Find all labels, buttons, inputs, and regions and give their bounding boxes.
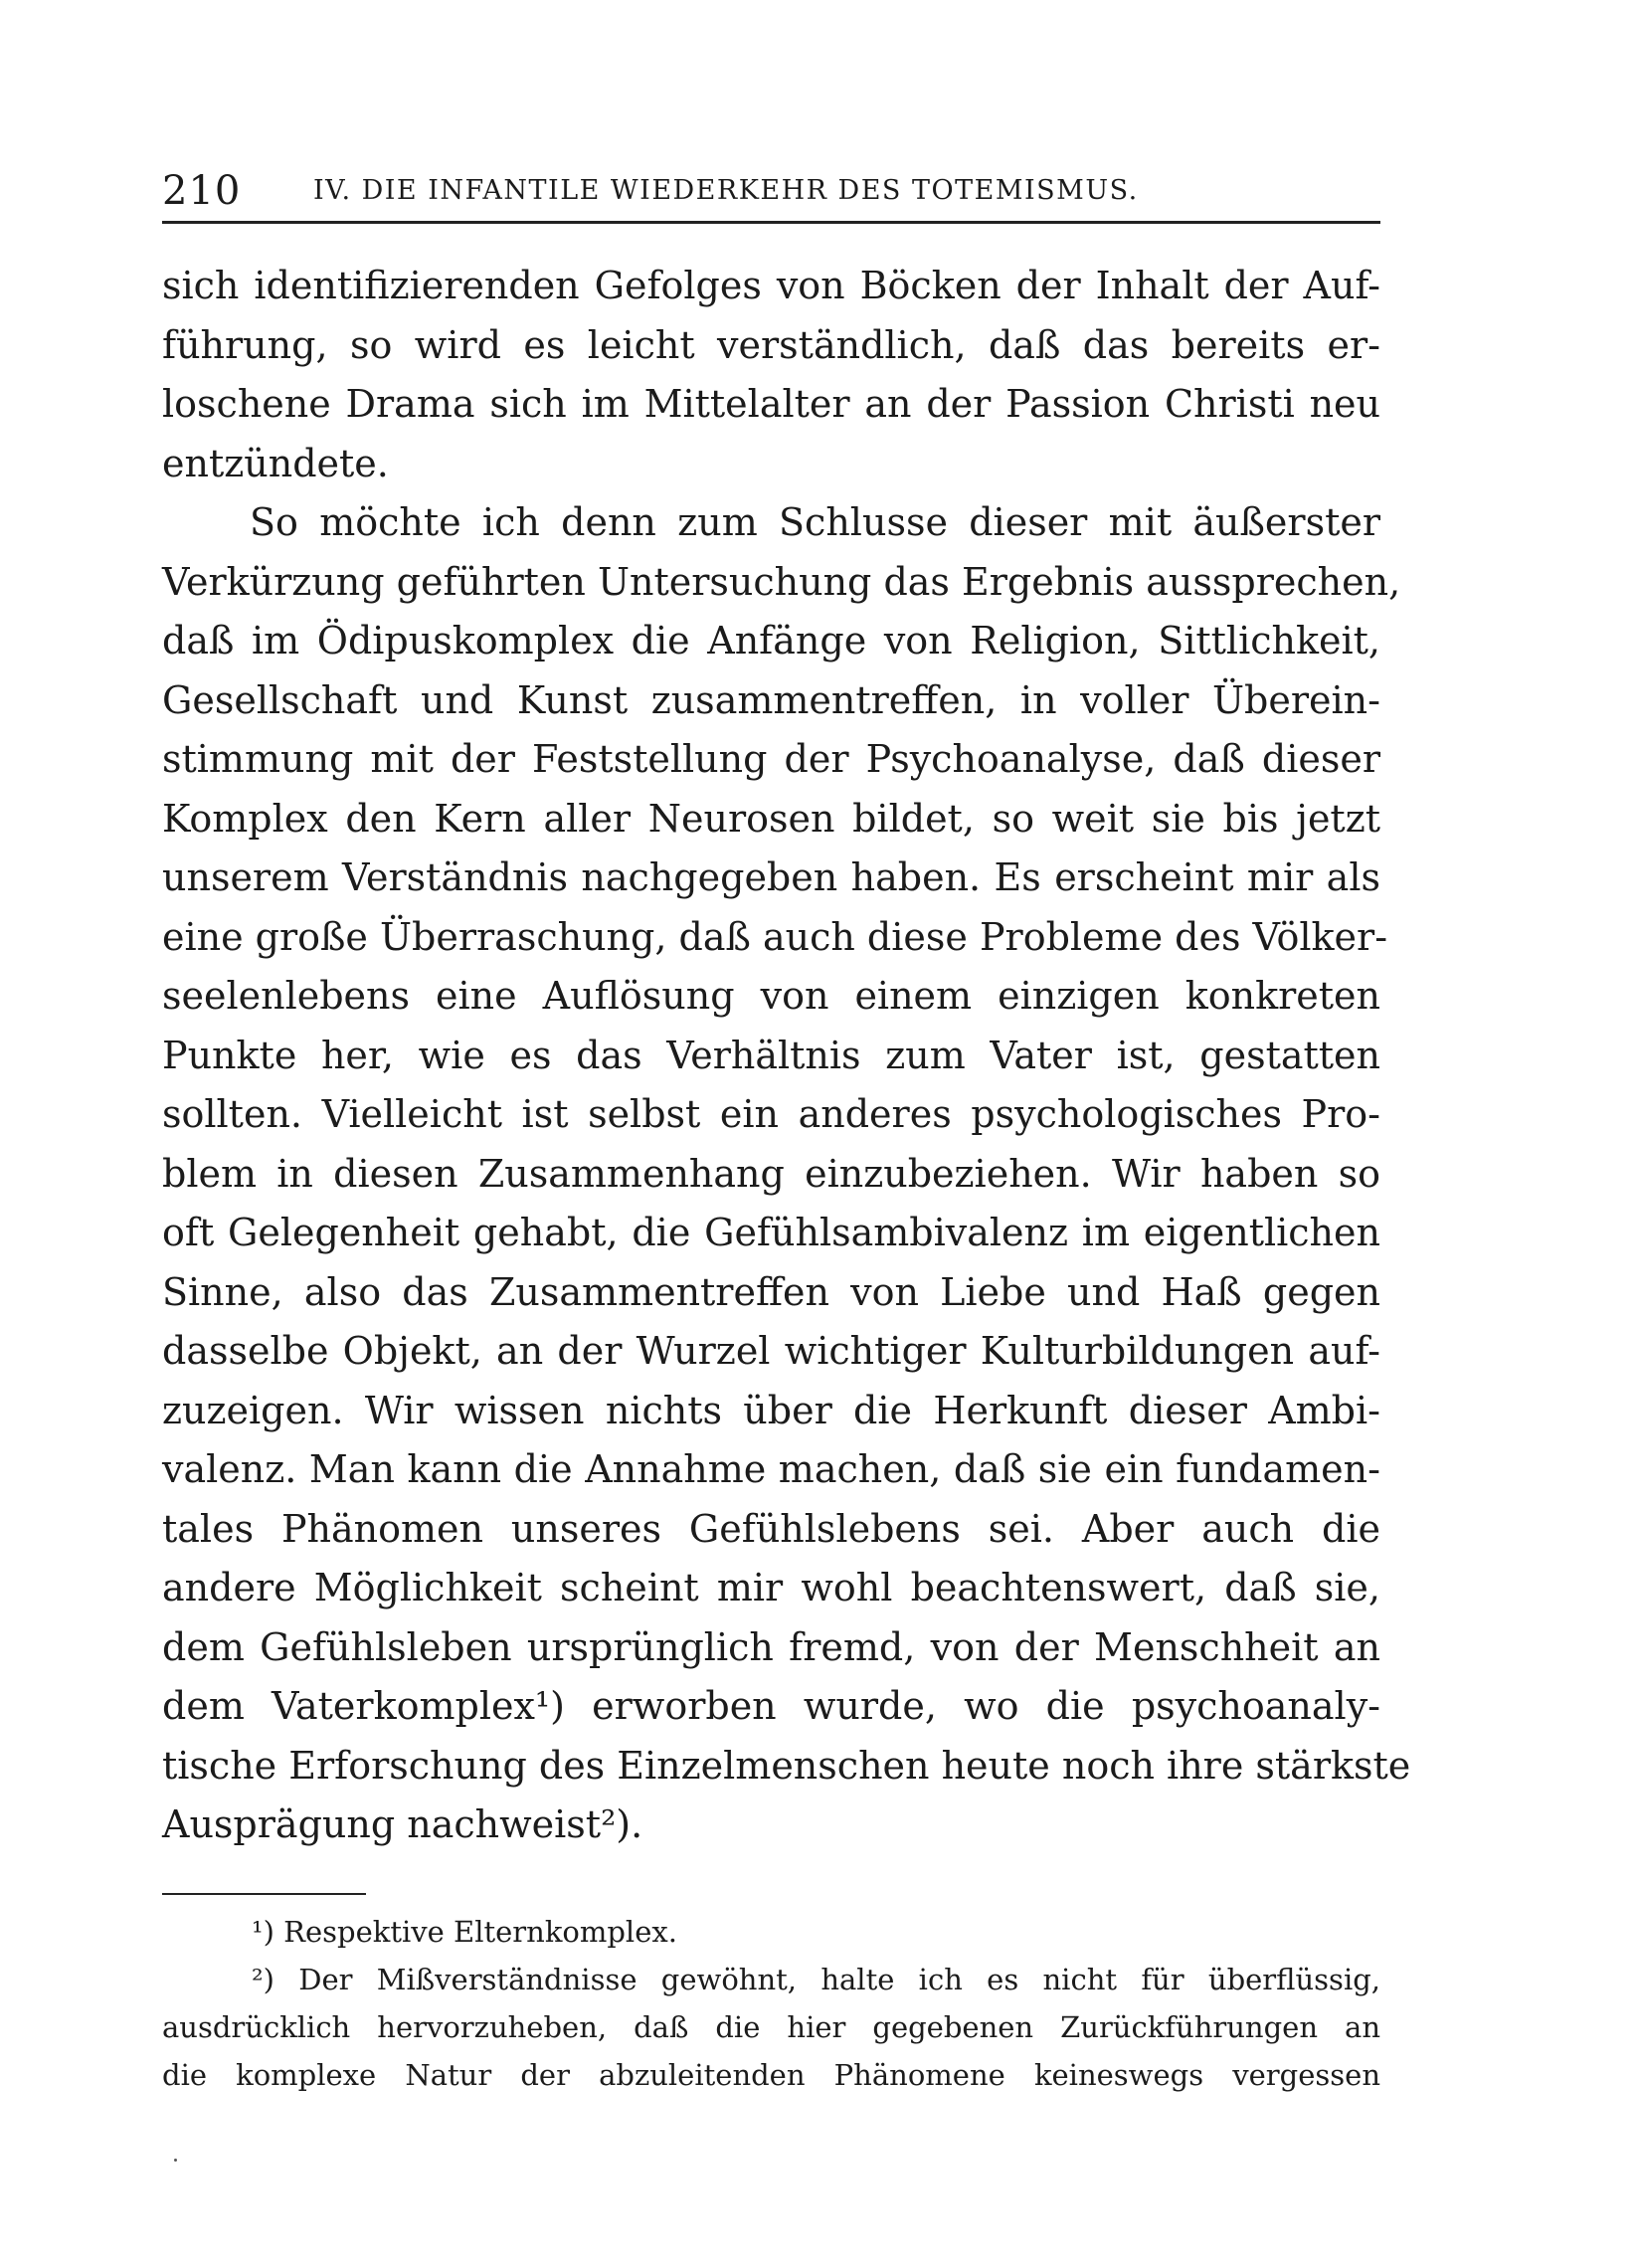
text-line-13: seelenlebens eine Auflösung von einem einzigen konkreten (162, 974, 1380, 1018)
text-line-5: So möchte ich denn zum Schlusse dieser mit äußerster (250, 500, 1380, 544)
text-line-12: eine große Überraschung, daß auch diese Probleme des Völker- (162, 914, 1388, 959)
text-line-18: Sinne, also das Zusammentreffen von Liebe und Haß gegen (162, 1269, 1380, 1314)
text-line-25: dem Vaterkomplex¹) erworben wurde, wo die psychoanaly- (162, 1684, 1380, 1728)
text-line-14: Punkte her, wie es das Verhältnis zum Vater ist, gestatten (162, 1033, 1380, 1077)
running-title: IV. DIE INFANTILE WIEDERKEHR DES TOTEMISMUS. (313, 175, 1139, 206)
text-line-24: dem Gefühlsleben ursprünglich fremd, von der Menschheit an (162, 1624, 1380, 1669)
text-line-3: loschene Drama sich im Mittelalter an der Passion Christi neu (162, 382, 1380, 426)
page-number: 210 (162, 168, 242, 214)
text-line-6: Verkürzung geführten Untersuchung das Ergebnis aussprechen, (162, 559, 1401, 604)
text-line-23: andere Möglichkeit scheint mir wohl beachtenswert, daß sie, (162, 1566, 1380, 1609)
text-line-26: tische Erforschung des Einzelmenschen heute noch ihre stärkste (162, 1743, 1411, 1788)
text-line-1: sich identifizierenden Gefolges von Böcken der Inhalt der Auf- (162, 264, 1380, 307)
text-line-19: dasselbe Objekt, an der Wurzel wichtiger Kulturbildungen auf- (162, 1329, 1380, 1373)
print-speck (174, 2159, 177, 2162)
text-line-16: blem in diesen Zusammenhang einzubeziehen. Wir haben so (162, 1151, 1380, 1196)
text-line-15: sollten. Vielleicht ist selbst ein anderes psychologisches Pro- (162, 1092, 1380, 1136)
footnote-line-1: ¹) Respektive Elternkomplex. (252, 1915, 677, 1949)
text-line-9: stimmung mit der Feststellung der Psychoanalyse, daß dieser (162, 737, 1380, 781)
text-line-22: tales Phänomen unseres Gefühlslebens sei. Aber auch die (162, 1506, 1380, 1551)
running-head (162, 165, 1380, 224)
text-line-4: entzündete. (162, 441, 389, 485)
text-line-8: Gesellschaft und Kunst zusammentreffen, in voller Überein- (162, 677, 1380, 722)
text-line-27: Ausprägung nachweist²). (162, 1802, 643, 1846)
text-line-11: unserem Verständnis nachgegeben haben. Es erscheint mir als (162, 855, 1380, 899)
text-line-17: oft Gelegenheit gehabt, die Gefühlsambivalenz im eigentlichen (162, 1211, 1380, 1254)
footnotes (162, 1908, 1380, 2099)
footnote-line-2: ²) Der Mißverständnisse gewöhnt, halte ich es nicht für überflüssig, (252, 1963, 1380, 1996)
text-line-2: führung, so wird es leicht verständlich, daß das bereits er- (162, 322, 1380, 367)
text-line-21: valenz. Man kann die Annahme machen, daß sie ein fundamen- (162, 1447, 1380, 1491)
footnote-line-3: ausdrücklich hervorzuheben, daß die hier gegebenen Zurückführungen an (162, 2010, 1380, 2044)
body-text (162, 257, 1411, 1855)
text-line-10: Komplex den Kern aller Neurosen bildet, so weit sie bis jetzt (162, 796, 1380, 841)
text-line-20: zuzeigen. Wir wissen nichts über die Herkunft dieser Ambi- (162, 1388, 1380, 1432)
text-line-7: daß im Ödipuskomplex die Anfänge von Religion, Sittlichkeit, (162, 619, 1380, 662)
footnote-line-4: die komplexe Natur der abzuleitenden Phänomene keineswegs vergessen (162, 2058, 1380, 2092)
footnote-divider (162, 1893, 366, 1895)
